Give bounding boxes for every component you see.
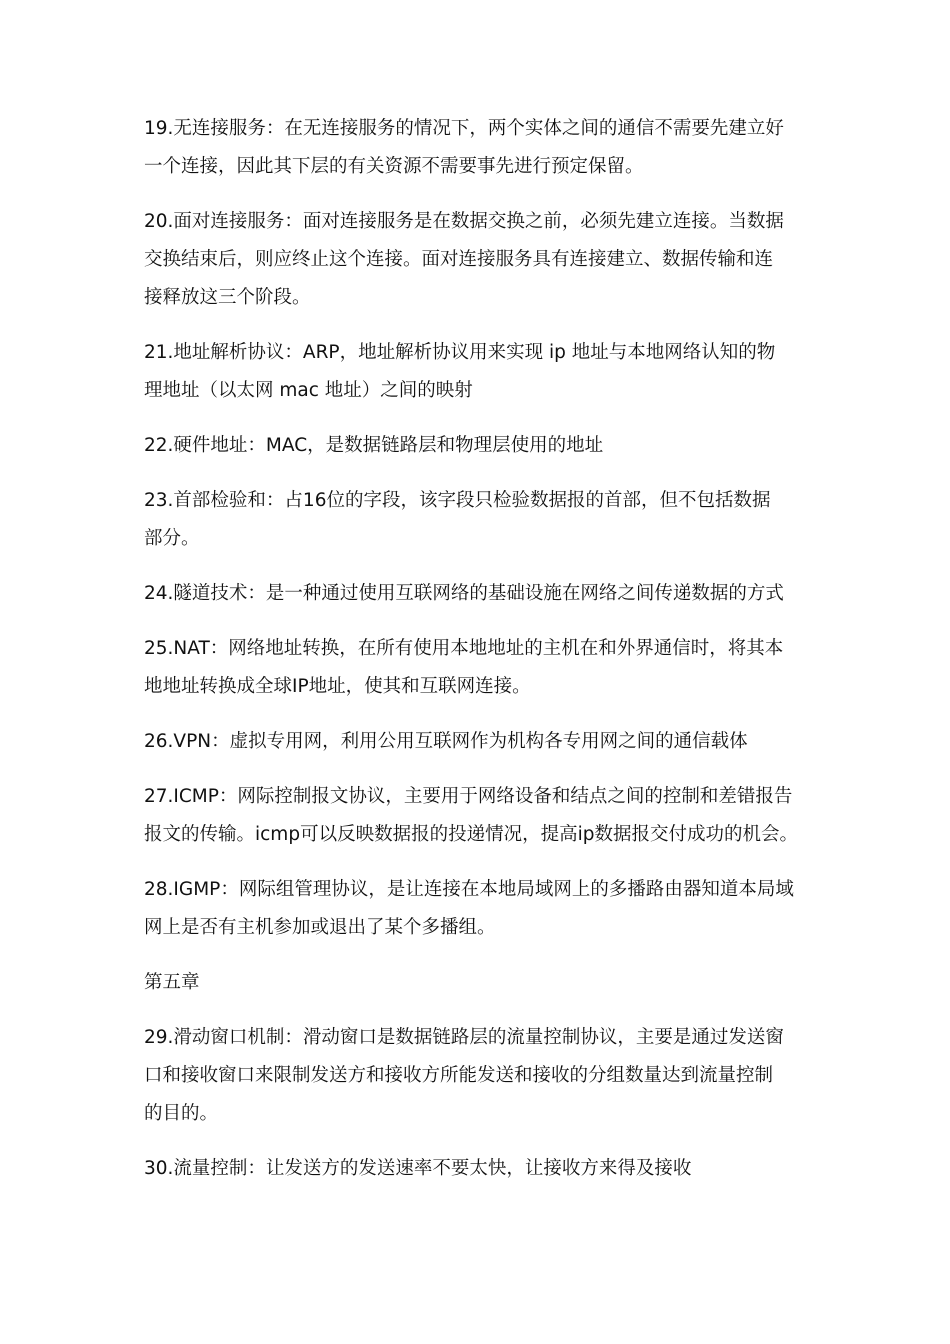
definition-20 [144,203,824,317]
text-line: 交换结束后，则应终止这个连接。面对连接服务具有连接建立、数据传输和连 [144,249,774,270]
text-line: 理地址（以太网 mac 地址）之间的映射 [144,380,473,401]
text-line: 口和接收窗口来限制发送方和接收方所能发送和接收的分组数量达到流量控制 [144,1065,774,1086]
definition-29 [144,1019,824,1133]
chapter-heading: 第五章 [144,972,200,993]
text-line: 部分。 [144,528,200,549]
definition-21 [144,334,824,410]
definition-26 [144,723,824,761]
text-line: 一个连接，因此其下层的有关资源不需要事先进行预定保留。 [144,156,644,177]
text-line: 28.IGMP：网际组管理协议，是让连接在本地局域网上的多播路由器知道本局域 [144,879,794,900]
text-line: 网上是否有主机参加或退出了某个多播组。 [144,917,496,938]
text-line: 报文的传输。icmp可以反映数据报的投递情况，提高ip数据报交付成功的机会。 [144,824,798,845]
text-line: 21.地址解析协议：ARP，地址解析协议用来实现 ip 地址与本地网络认知的物 [144,342,776,363]
text-line: 24.隧道技术：是一种通过使用互联网络的基础设施在网络之间传递数据的方式 [144,583,784,604]
document-body [144,110,824,1205]
text-line: 22.硬件地址：MAC，是数据链路层和物理层使用的地址 [144,435,604,456]
text-line: 25.NAT：网络地址转换，在所有使用本地地址的主机在和外界通信时，将其本 [144,638,784,659]
text-line: 地地址转换成全球IP地址，使其和互联网连接。 [144,676,531,697]
text-line: 30.流量控制：让发送方的发送速率不要太快，让接收方来得及接收 [144,1158,692,1179]
text-line: 19.无连接服务：在无连接服务的情况下，两个实体之间的通信不需要先建立好 [144,118,784,139]
text-line: 23.首部检验和：占16位的字段，该字段只检验数据报的首部，但不包括数据 [144,490,771,511]
definition-23 [144,482,824,558]
definition-19 [144,110,824,186]
text-line: 29.滑动窗口机制：滑动窗口是数据链路层的流量控制协议，主要是通过发送窗 [144,1027,784,1048]
text-line: 26.VPN：虚拟专用网，利用公用互联网作为机构各专用网之间的通信载体 [144,731,748,752]
text-line: 20.面对连接服务：面对连接服务是在数据交换之前，必须先建立连接。当数据 [144,211,784,232]
definition-24 [144,575,824,613]
definition-22 [144,427,824,465]
text-line: 接释放这三个阶段。 [144,287,311,308]
text-line: 27.ICMP：网际控制报文协议，主要用于网络设备和结点之间的控制和差错报告 [144,786,793,807]
text-line: 的目的。 [144,1103,219,1124]
definition-28 [144,871,824,947]
definition-30 [144,1150,824,1188]
definition-27 [144,778,824,854]
definition-25 [144,630,824,706]
